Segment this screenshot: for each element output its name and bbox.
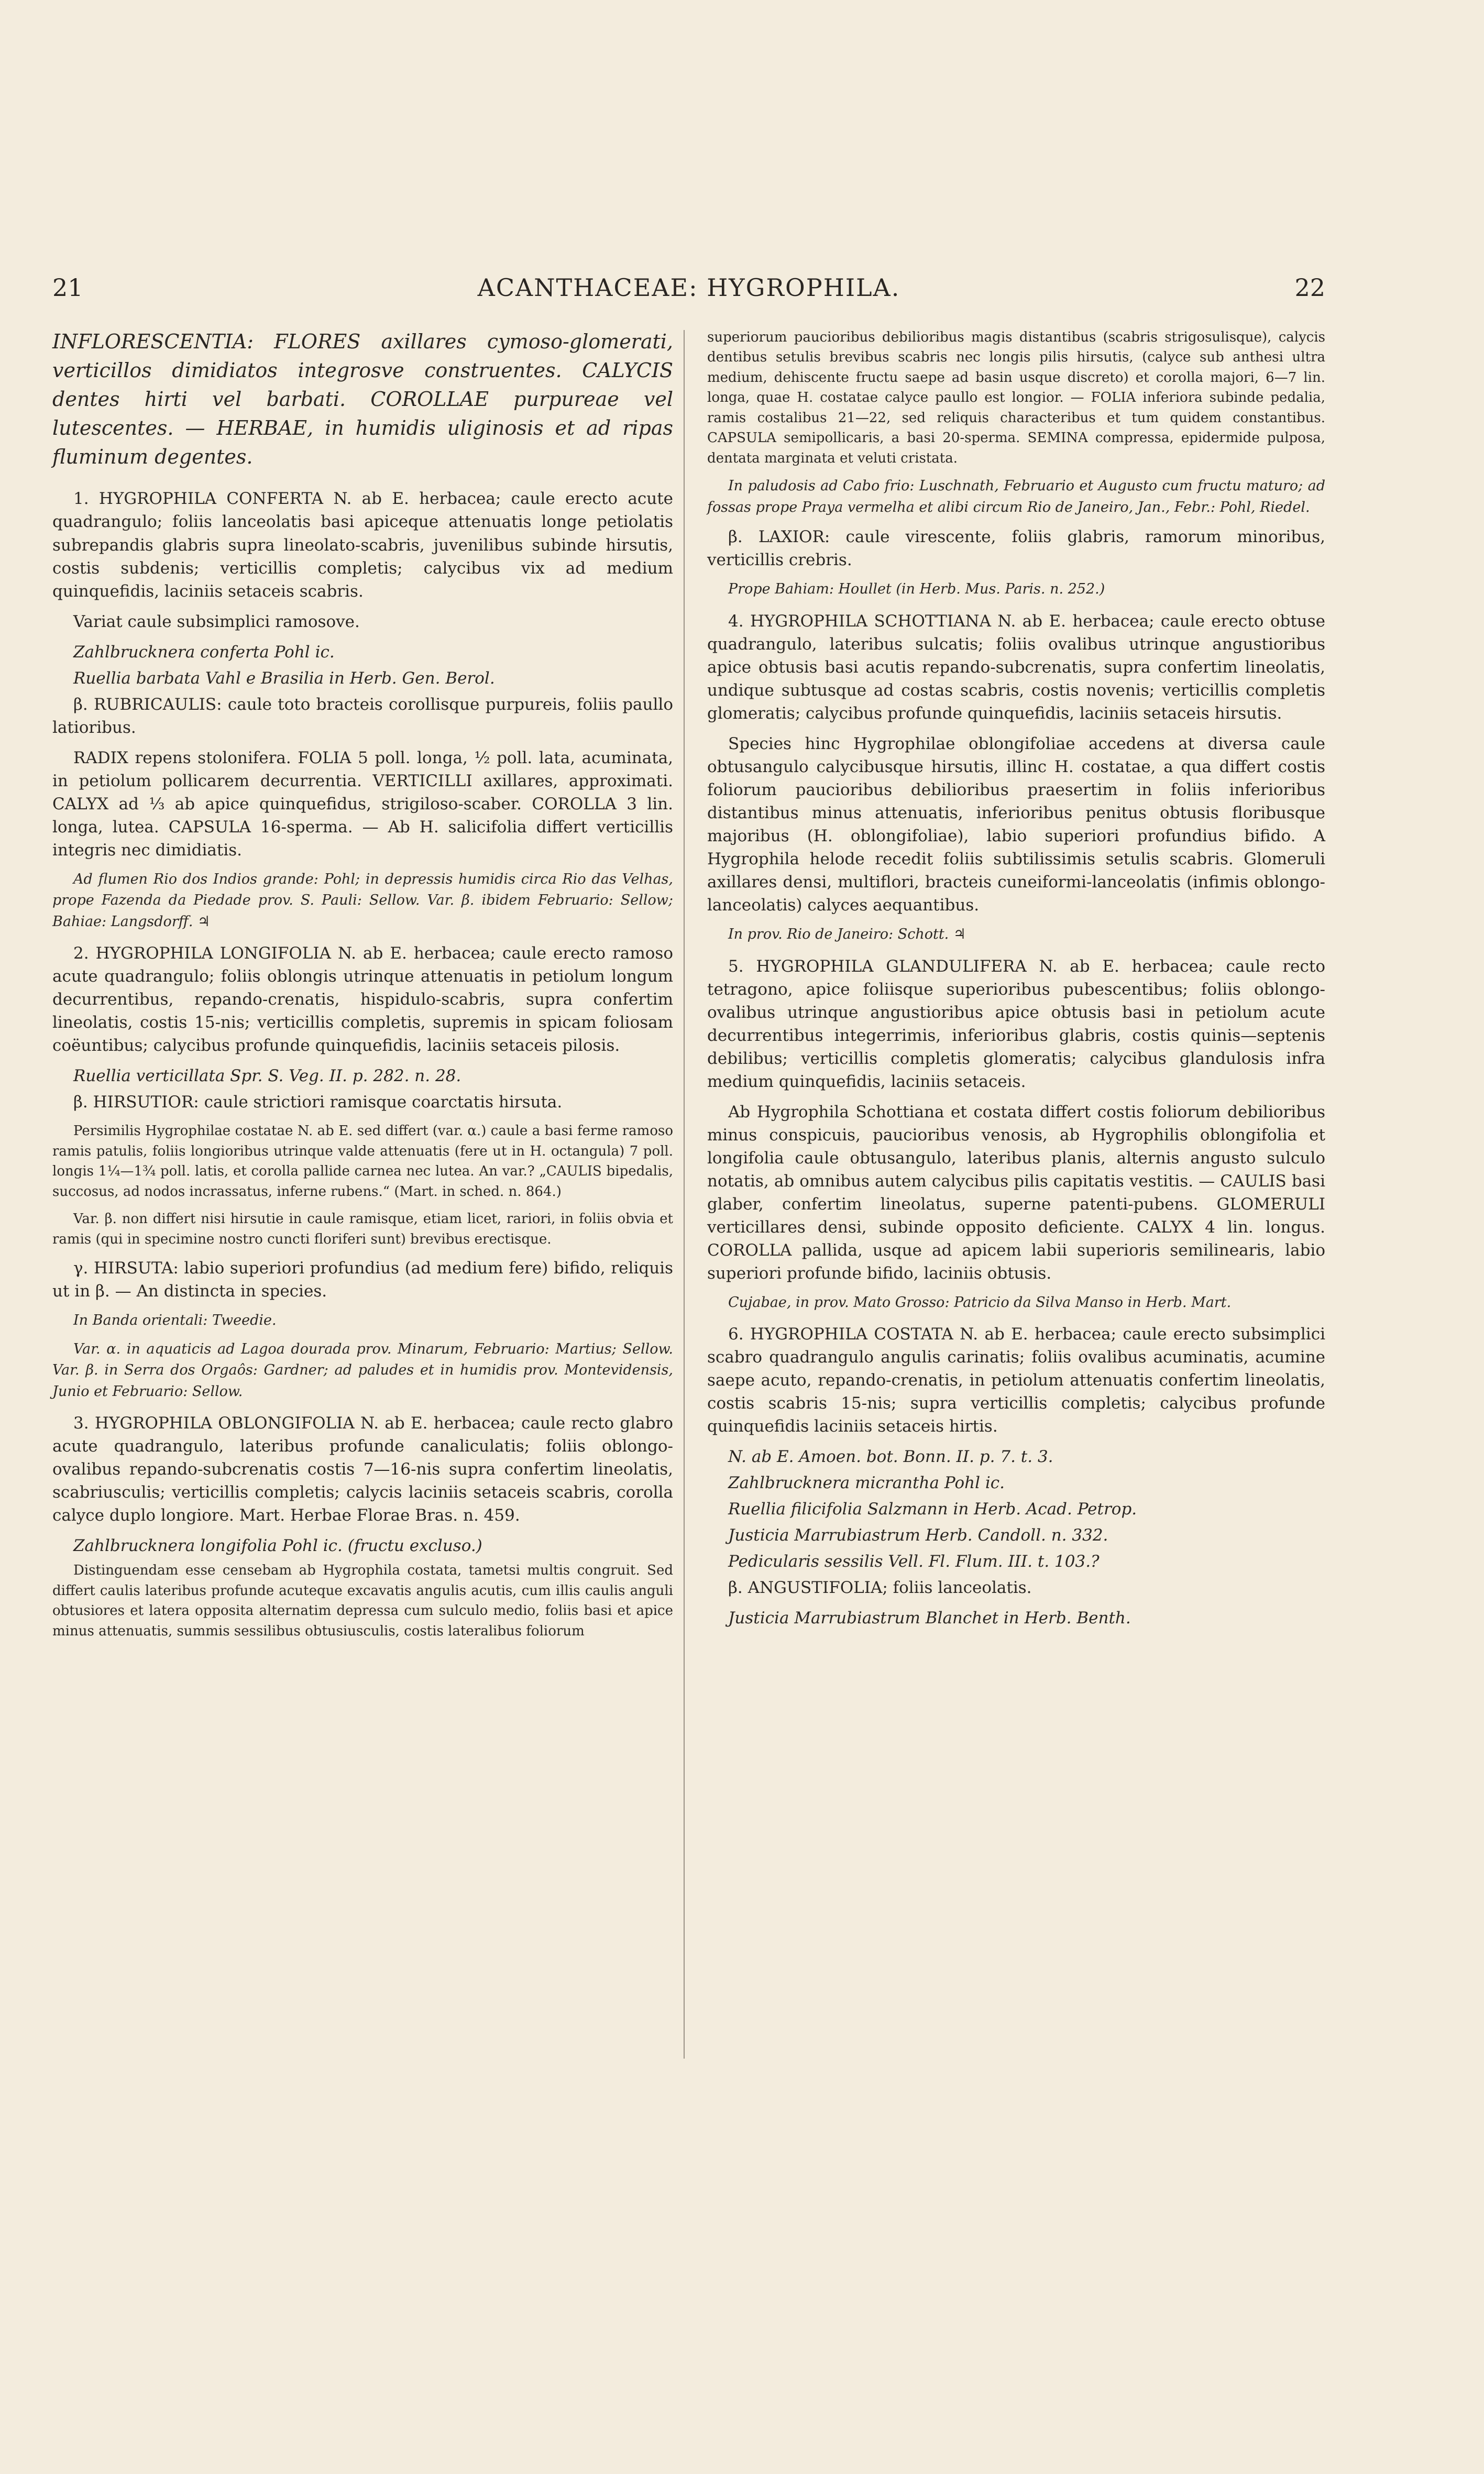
right-column-paragraph-plain: β. LAXIOR: caule virescente, foliis glabris, ramorum minoribus, verticillis crebris. bbox=[707, 527, 1325, 570]
right-column-paragraph-syn: Justicia Marrubiastrum Blanchet in Herb. Benth. bbox=[728, 1609, 1131, 1628]
left-page-number: 21 bbox=[52, 273, 83, 302]
right-column-paragraph-syn: Ruellia filicifolia Salzmann in Herb. Acad. Petrop. bbox=[728, 1500, 1137, 1519]
column-divider bbox=[684, 330, 685, 2059]
left-column-paragraph-plain: γ. HIRSUTA: labio superiori profundius (ad medium fere) bifido, reliquis ut in β. — An distincta in species. bbox=[52, 1259, 673, 1301]
right-column-paragraph-sp: 6. HYGROPHILA COSTATA N. ab E. herbacea; caule erecto subsimplici scabro quadrangulo angulis carinatis; foliis ovalibus acuminatis, acumine saepe acuto, repando-crenatis, in petiolum attenuatis confertim lineolatis, costis scabris 15-nis; supra verticillis completis; calycibus profunde quinquefidis laciniis setaceis hirtis. bbox=[707, 1325, 1325, 1436]
left-column-paragraph-syn: Zahlbrucknera conferta Pohl ic. bbox=[73, 642, 335, 662]
left-column-paragraph-small: Distinguendam esse censebam ab Hygrophila costata, tametsi multis congruit. Sed differt caulis lateribus profunde acuteque excavatis angulis acutis, cum illis caulis anguli obtusiores et latera opposita alternatim depressa cum sulculo medio, foliis basi et apice minus attenuatis, summis sessilibus obtusiusculis, costis lateralibus foliorum bbox=[52, 1563, 673, 1639]
left-column-paragraph-loc: Ad flumen Rio dos Indios grande: Pohl; in depressis humidis circa Rio das Velhas, prope Fazenda da Piedade prov. S. Pauli: Sellow. Var. β. ibidem Februario: Sellow; Bahiae: Langsdorff. ♃ bbox=[52, 871, 673, 930]
left-column-paragraph-plain: β. HIRSUTIOR: caule strictiori ramisque coarctatis hirsuta. bbox=[73, 1093, 563, 1112]
right-column-paragraph-syn: Zahlbrucknera micrantha Pohl ic. bbox=[728, 1474, 1005, 1493]
right-column-paragraph-syn: Pedicularis sessilis Vell. Fl. Flum. III. t. 103.? bbox=[728, 1552, 1100, 1571]
right-column-paragraph-syn: N. ab E. Amoen. bot. Bonn. II. p. 7. t. 3. bbox=[728, 1447, 1053, 1467]
right-column-paragraph-sp: 4. HYGROPHILA SCHOTTIANA N. ab E. herbacea; caule erecto obtuse quadrangulo, lateribus sulcatis; foliis ovalibus utrinque angustioribus apice obtusis basi acutis repando-subcrenatis, supra confertim lineolatis, undique subtusque ad costas scabris, costis novenis; verticillis completis glomeratis; calycibus profunde quinquefidis, laciniis setaceis hirsutis. bbox=[707, 611, 1325, 723]
left-column-paragraph-syn: Ruellia barbata Vahl e Brasilia in Herb. Gen. Berol. bbox=[73, 668, 495, 688]
left-column bbox=[52, 327, 673, 1648]
right-column-paragraph-loc: Cujabae, in prov. Mato Grosso: Patricio da Silva Manso in Herb. Mart. bbox=[728, 1294, 1232, 1311]
right-column-paragraph-loc: In prov. Rio de Janeiro: Schott. ♃ bbox=[728, 926, 966, 943]
left-column-paragraph-plain: β. RUBRICAULIS: caule toto bracteis corollisque purpureis, foliis paullo latioribus. bbox=[52, 695, 673, 737]
right-column-paragraph-sp: 5. HYGROPHILA GLANDULIFERA N. ab E. herbacea; caule recto tetragono, apice foliisque superioribus pubescentibus; foliis oblongo-ovalibus utrinque angustioribus apice obtusis basi in petiolum acute decurrentibus integerrimis, inferioribus glabris, costis quinis—septenis debilibus; verticillis completis glomeratis; calycibus glandulosis infra medium quinquefidis, laciniis setaceis. bbox=[707, 956, 1325, 1091]
running-title: ACANTHACEAE: HYGROPHILA. bbox=[477, 273, 900, 302]
right-column-paragraph-note: Species hinc Hygrophilae oblongifoliae accedens at diversa caule obtusangulo calycibusque hirsutis, illinc H. costatae, a qua differt costis foliorum paucioribus debilioribus praesertim in foliis inferioribus distantibus minus attenuatis, inferioribus penitus obtusis floribusque majoribus (H. oblongifoliae), labio superiori profundius bifido. A Hygrophila helode recedit foliis subtilissimis setulis scabris. Glomeruli axillares densi, multiflori, bracteis cuneiformi-lanceolatis (infimis oblongo-lanceolatis) calyces aequantibus. bbox=[707, 734, 1325, 915]
right-column bbox=[707, 327, 1325, 1633]
right-column-paragraph-loc: Prope Bahiam: Houllet (in Herb. Mus. Paris. n. 252.) bbox=[728, 581, 1105, 598]
right-page-number: 22 bbox=[1294, 273, 1325, 302]
left-column-paragraph-small: Var. β. non differt nisi hirsutie in caule ramisque, etiam licet, rariori, in foliis obvia et ramis (qui in specimine nostro cuncti floriferi sunt) brevibus erectisque. bbox=[52, 1211, 673, 1247]
right-column-paragraph-plain: β. ANGUSTIFOLIA; foliis lanceolatis. bbox=[728, 1578, 1032, 1598]
left-column-paragraph-intro: INFLORESCENTIA: FLORES axillares cymoso-glomerati, verticillos dimidiatos integrosve construentes. CALYCIS dentes hirti vel barbati. COROLLAE purpureae vel lutescentes. — HERBAE, in humidis uliginosis et ad ripas fluminum degentes. bbox=[52, 330, 673, 469]
right-column-paragraph-syn: Justicia Marrubiastrum Herb. Candoll. n. 332. bbox=[728, 1526, 1108, 1545]
left-column-paragraph-sp: 1. HYGROPHILA CONFERTA N. ab E. herbacea; caule erecto acute quadrangulo; foliis lanceolatis basi apiceque attenuatis longe petiolatis subrepandis glabris supra lineolato-scabris, juvenilibus subinde hirsutis, costis subdenis; verticillis completis; calycibus vix ad medium quinquefidis, laciniis setaceis scabris. bbox=[52, 489, 673, 601]
left-column-paragraph-plain: Variat caule subsimplici ramosove. bbox=[73, 612, 360, 631]
left-column-paragraph-sp: 3. HYGROPHILA OBLONGIFOLIA N. ab E. herbacea; caule recto glabro acute quadrangulo, lateribus profunde canaliculatis; foliis oblongo-ovalibus repando-subcrenatis costis 7—16-nis supra confertim lineolatis, scabriusculis; verticillis completis; calycis laciniis setaceis scabris, corolla calyce duplo longiore. Mart. Herbae Florae Bras. n. 459. bbox=[52, 1414, 673, 1525]
left-column-paragraph-sp: 2. HYGROPHILA LONGIFOLIA N. ab E. herbacea; caule erecto ramoso acute quadrangulo; foliis oblongis utrinque attenuatis in petiolum longum decurrentibus, repando-crenatis, hispidulo-scabris, supra confertim lineolatis, costis 15-nis; verticillis completis, supremis in spicam foliosam coëuntibus; calycibus profunde quinquefidis, laciniis setaceis pilosis. bbox=[52, 944, 673, 1055]
right-column-paragraph-small-first: superiorum paucioribus debilioribus magis distantibus (scabris strigosulisque), calycis dentibus setulis brevibus scabris nec longis pilis hirsutis, (calyce sub anthesi ultra medium, dehiscente fructu saepe ad basin usque discreto) et corolla majori, 6—7 lin. longa, quae H. costatae calyce paullo est longior. — FOLIA inferiora subinde pedalia, ramis costalibus 21—22, sed reliquis characteribus et tum quidem constantibus. CAPSULA semipollicaris, a basi 20-sperma. SEMINA compressa, epidermide pulposa, dentata marginata et veluti cristata. bbox=[707, 329, 1325, 466]
left-column-paragraph-note: RADIX repens stolonifera. FOLIA 5 poll. longa, ½ poll. lata, acuminata, in petiolum pollicarem decurrentia. VERTICILLI axillares, approximati. CALYX ad ⅓ ab apice quinquefidus, strigiloso-scaber. COROLLA 3 lin. longa, lutea. CAPSULA 16-sperma. — Ab H. salicifolia differt verticillis integris nec dimidiatis. bbox=[52, 748, 673, 860]
left-column-paragraph-loc: In Banda orientali: Tweedie. bbox=[73, 1312, 277, 1329]
left-column-paragraph-syn: Ruellia verticillata Spr. S. Veg. II. p. 282. n. 28. bbox=[73, 1066, 461, 1086]
page-header bbox=[52, 273, 1325, 310]
left-column-paragraph-small: Persimilis Hygrophilae costatae N. ab E. sed differt (var. α.) caule a basi ferme ramoso ramis patulis, foliis longioribus utrinque valde attenuatis (fere ut in H. octangula) 7 poll. longis 1¼—1¾ poll. latis, et corolla pallide carnea nec lutea. An var.? „CAULIS bipedalis, succosus, ad nodos incrassatus, inferne rubens.“ (Mart. in sched. n. 864.) bbox=[52, 1123, 673, 1200]
left-column-paragraph-loc: Var. α. in aquaticis ad Lagoa dourada prov. Minarum, Februario: Martius; Sellow. Var. β. in Serra dos Orgaôs: Gardner; ad paludes et in humidis prov. Montevidensis, Junio et Februario: Sellow. bbox=[52, 1340, 673, 1400]
left-column-paragraph-syn: Zahlbrucknera longifolia Pohl ic. (fructu excluso.) bbox=[73, 1536, 482, 1556]
right-column-paragraph-loc: In paludosis ad Cabo frio: Luschnath, Februario et Augusto cum fructu maturo; ad fossas prope Praya vermelha et alibi circum Rio de Janeiro, Jan., Febr.: Pohl, Riedel. bbox=[707, 478, 1325, 515]
right-column-paragraph-note: Ab Hygrophila Schottiana et costata differt costis foliorum debilioribus minus conspicuis, paucioribus venosis, ab Hygrophilis oblongifolia et longifolia caule obtusangulo, lateribus planis, alternis angusto sulculo notatis, ab omnibus autem calycibus pilis capitatis vestitis. — CAULIS basi glaber, confertim lineolatus, superne patenti-pubens. GLOMERULI verticillares densi, subinde opposito deficiente. CALYX 4 lin. longus. COROLLA pallida, usque ad apicem labii superioris semilinearis, labio superiori profunde bifido, laciniis obtusis. bbox=[707, 1102, 1325, 1283]
